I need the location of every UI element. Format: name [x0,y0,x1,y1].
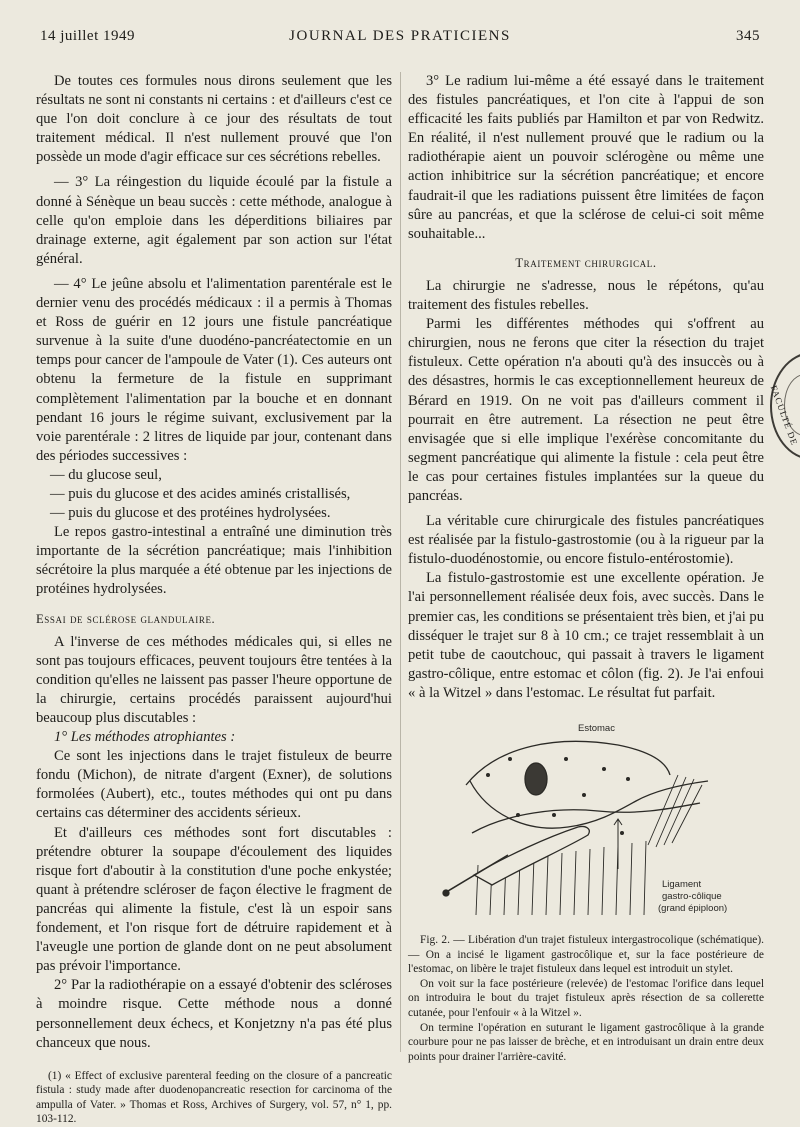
paragraph: 3° Le radium lui-même a été essayé dans le traitement des fistules pancréatiques, et l'on cite à l'appui de son efficacité les faits publiés par Hamilton et par von Redwitz. En réalité, il n'est nullement prouvé que le radium ou la radiothérapie aient un pouvoir sclérogène ou même une action inhibitrice sur la sécrétion pancréatique; et encore faudrait-il que les radiations puissent être limitées de façon sûre au pancréas, et que la sclérose de celui-ci soit même souhaitable... [408,73,764,242]
section-heading: Traitement chirurgical. [515,255,657,270]
paragraph: Ce sont les injections dans le trajet fistuleux de beurre fondu (Michon), de nitrate d'argent (Exner), de solutions formolées (Aubert), etc., toutes méthodes qui ont pu dans certains cas déterminer des accidents sérieux. [36,748,392,822]
caption-text: On termine l'opération en suturant le ligament gastrocôlique à la grande courbure pour ne pas laisser de brèche, et en introduisant un drain entre deux points pour drainer l'arrière-cavité. [408,1021,764,1063]
section-heading: Essai de sclérose glandulaire. [36,611,216,626]
right-column [408,72,764,1064]
label-stomach: Estomac [578,723,615,734]
regimen-list [36,466,392,523]
label-ligament-line3: (grand épiploon) [658,903,728,914]
stomach-outline [466,741,670,785]
left-column [36,72,392,1127]
paragraph: La fistulo-gastrostomie est une excellente opération. Je l'ai personnellement réalisée deux fois, avec succès. Dans le premier cas, les conditions se présentaient très bien, et j'ai pu disséquer le trajet sur 8 à 10 cm.; ce trajet ressemblait à un petit tube de caoutchouc, qui passait à travers le ligament gastro-côlique, entre estomac et côlon (fig. 2). Je l'ai enfoui « à la Witzel » dans l'estomac. Le résultat fut parfait. [408,570,765,701]
caption-text: On voit sur la face postérieure (relevée) de l'estomac l'orifice dans lequel on introduira le bout du trajet fistuleux après résection de sa collerette cutanée, pour l'enfouir « à la Witzel ». [408,977,764,1019]
library-stamp [770,352,800,460]
paragraph: De toutes ces formules nous dirons seulement que les résultats ne sont ni constants ni certains : et d'ailleurs c'est ce que l'on doit conclure à ce jour des résultats de tout traitement médical. Il n'est nullement prouvé que l'on possède un mode d'agir efficace sur ces sécrétions rebelles. [36,73,392,166]
fistula-tube [474,826,589,885]
label-ligament: Ligament [662,879,702,890]
list-item: — puis du glucose et des acides aminés cristallisés, [50,485,351,502]
issue-date: 14 juillet 1949 [40,28,135,44]
paragraph: Le repos gastro-intestinal a entraîné une diminution très importante de la sécrétion pancréatique; mais l'inhibition sécrétoire la plus marquée a été obtenue par les injections de protéines hydrolysées. [36,524,392,598]
paragraph: — 3° La réingestion du liquide écoulé par la fistule a donné à Sénèque un beau succès : cette méthode, analogue à celle qu'on emploie dans les déperditions biliaires par drainage externe, agit également par son action sur l'état général. [36,174,392,267]
paragraph: La véritable cure chirurgicale des fistules pancréatiques est réalisée par la fistulo-gastrostomie (ou à la rigueur par la fistulo-duodénostomie, ou encore fistulo-entérostomie). [408,513,764,568]
paragraph: Parmi les différentes méthodes qui s'offrent au chirurgien, nous ne ferons que citer la résection du trajet fistuleux. Cette opération n'a abouti qu'à des insuccès ou à des désastres, hormis le cas exceptionnellement heureux de Bérard en 1919. On ne voit pas d'ailleurs comment il pourrait en être autrement. La résection ne peut être envisagée que si elle implique l'exérèse concomitante du segment pancréatique qui alimente la fistule : cela peut être le cas pour certaines fistules implantées sur la queue du pancréas. [408,316,764,504]
journal-title: JOURNAL DES PRATICIENS [289,28,511,44]
stomach-orifice [525,763,547,795]
surgical-diagram [408,715,764,931]
column-divider [400,72,401,1052]
paragraph: La chirurgie ne s'adresse, nous le répétons, qu'au traitement des fistules rebelles. [408,277,764,314]
paragraph: A l'inverse de ces méthodes médicales qui, si elles ne sont pas toujours efficaces, peuvent toujours être tentées à la condition qu'elles ne laissent pas passer l'heure opportune de la chirurgie, certains procédés paraissent aujourd'hui beaucoup plus discutables : [36,633,392,726]
running-header [40,28,760,50]
footnote [36,1069,392,1127]
label-ligament-line2: gastro-côlique [662,891,722,902]
stamp-text: FACULTÉ DE [768,384,800,447]
paragraph: 2° Par la radiothérapie on a essayé d'obtenir des scléroses à moindre risque. Cette méthode nous a donné personnellement deux échecs, et Konjetzny n'a pas été plus chanceux que nous. [36,977,392,1051]
paragraph: 1° Les méthodes atrophiantes : [54,729,236,746]
list-item: — puis du glucose et des protéines hydrolysées. [50,505,331,522]
list-item: — du glucose seul, [50,466,162,483]
page-number: 345 [736,28,760,44]
footnote-text: (1) « Effect of exclusive parenteral feeding on the closure of a pancreatic fistula : study made after duodenopancreatic resection for carcinoma of the ampulla of Vater. » Thomas et Ross, Archives of Surgery, vol. 57, n° 1, pp. 103-112. [36,1069,392,1126]
caption-text: Fig. 2. — Libération d'un trajet fistuleux intergastrocolique (schématique). — On a incisé le ligament gastrocôlique et, sur la face postérieure de l'estomac, on libère le trajet fistuleux dans lequel est introduit un stylet. [408,934,764,976]
figure-caption [408,933,764,1064]
paragraph: Et d'ailleurs ces méthodes sont fort discutables : prétendre obturer la soupape d'écoulement des liquides risque fort d'aboutir à la constitution d'une poche enkystée; quant à prétendre scléroser de façon élective le fragment de pancréas qui alimente la fistule, c'est là un espoir sans fondement, et l'on risque fort de détruire rapidement et à l'aveugle une portion de glande dont on ne peut absolument pas prévoir l'importance. [36,824,392,975]
paragraph: — 4° Le jeûne absolu et l'alimentation parentérale est le dernier venu des procédés médicaux : il a permis à Thomas et Ross de guérir en 12 jours une fistule pancréatique survenue à la suite d'une duodéno-pancréatectomie en un temps pour cancer de l'ampoule de Vater (1). Ces auteurs ont obtenu la fermeture de la fistule en supprimant complètement l'alimentation par la bouche et en donnant pendant 16 jours le régime suivant, exclusivement par la voie parentérale : 2 litres de liquide par jour, contenant dans des périodes successives : [36,275,392,464]
